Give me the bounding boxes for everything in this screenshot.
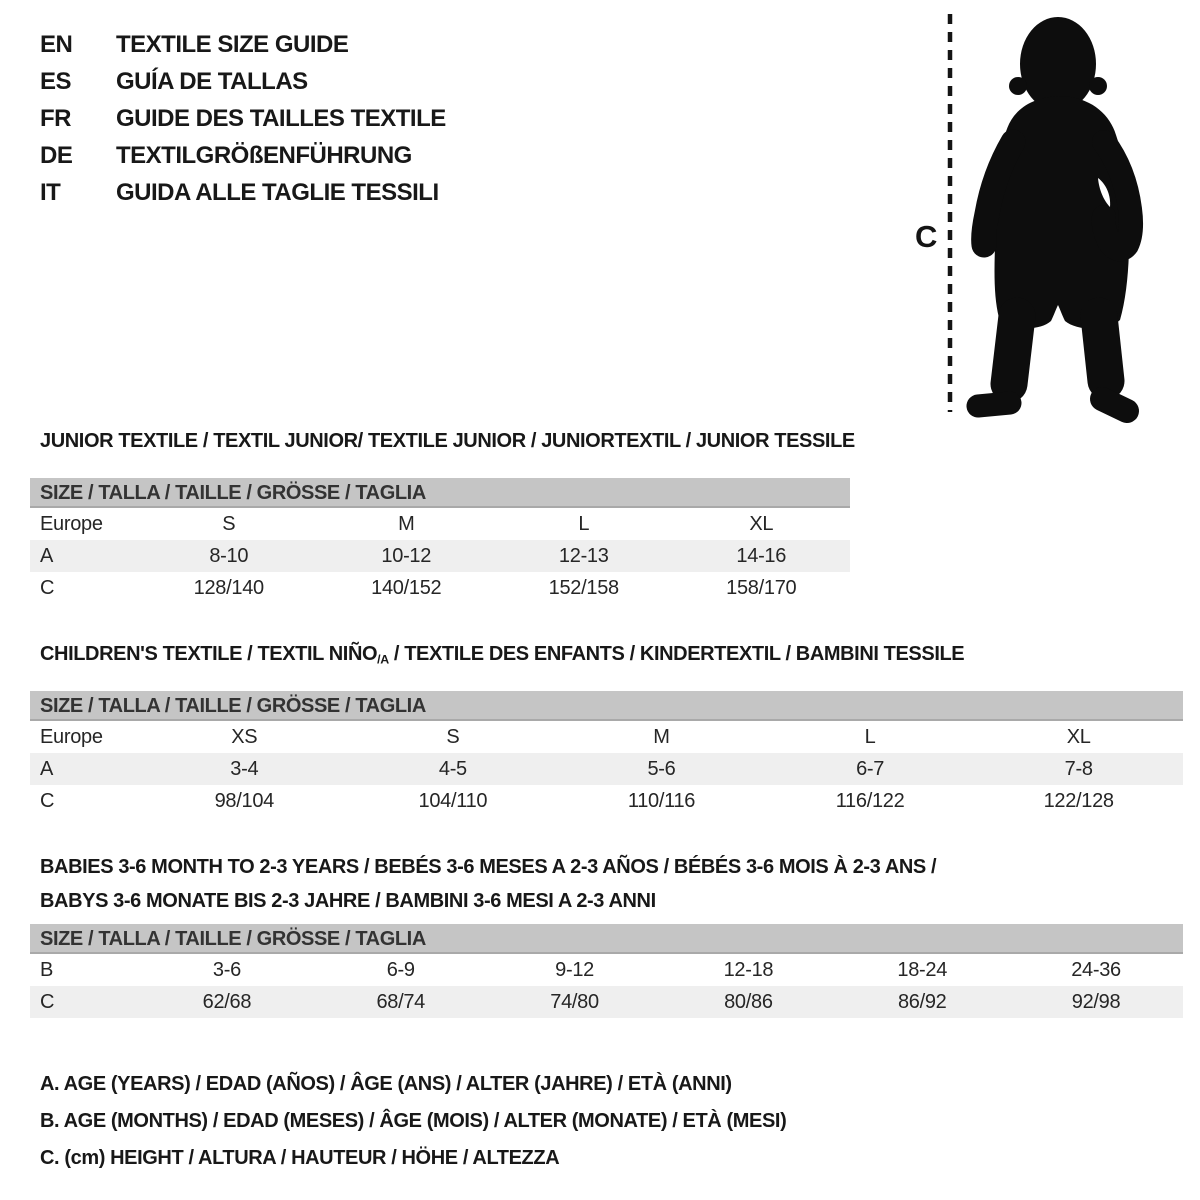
language-code: ES [40,68,72,95]
row-label: A [40,545,54,567]
language-title: GUÍA DE TALLAS [116,68,308,95]
section-title-post: / TEXTILE DES ENFANTS / KINDERTEXTIL / BAMBINI TESSILE [388,643,965,665]
language-title: TEXTILGRÖßENFÜHRUNG [116,142,412,169]
language-title-block [40,26,446,211]
table-row [30,785,1183,817]
section-junior-textile [30,430,855,604]
size-value: 9-12 [555,959,594,981]
row-label: Europe [40,513,103,535]
language-code: IT [40,179,61,206]
size-value: S [446,726,460,749]
language-title: GUIDA ALLE TAGLIE TESSILI [116,179,439,206]
row-label: C [40,577,55,599]
section-babies-textile [30,850,1183,1018]
size-value: 74/80 [550,991,599,1013]
size-value: 104/110 [418,790,488,813]
footnote-b: B. AGE (MONTHS) / EDAD (MESES) / ÂGE (MOIS) / ALTER (MONATE) / ETÀ (MESI) [40,1110,787,1132]
table-row [30,721,1183,753]
size-value: XS [231,726,258,749]
row-label: C [40,991,55,1013]
language-row [40,100,446,137]
size-value: 8-10 [209,545,249,567]
size-value: 7-8 [1064,758,1093,781]
size-value: 92/98 [1071,991,1121,1013]
size-value: 116/122 [835,790,905,813]
size-value: 3-6 [212,959,241,981]
size-value: 62/68 [202,991,252,1013]
language-row [40,26,446,63]
table-row [30,986,1183,1018]
size-value: L [578,513,590,535]
footnote-a: A. AGE (YEARS) / EDAD (AÑOS) / ÂGE (ANS) / ALTER (JAHRE) / ETÀ (ANNI) [40,1073,732,1095]
section-children-textile [30,643,1183,817]
toddler-silhouette [978,17,1131,411]
size-value: 122/128 [1043,790,1114,813]
babies-size-table [30,954,1183,1018]
size-value: 14-16 [736,545,787,567]
children-size-table [30,721,1183,817]
size-value: 68/74 [376,991,426,1013]
size-value: 12-18 [723,959,774,981]
row-label: Europe [40,726,103,749]
size-value: 4-5 [438,758,467,781]
section-title-line-2: BABYS 3-6 MONATE BIS 2-3 JAHRE / BAMBINI 3-6 MESI A 2-3 ANNI [40,890,656,912]
height-measure-label: C [915,219,938,254]
size-value: S [222,513,236,535]
section-title: JUNIOR TEXTILE / TEXTIL JUNIOR/ TEXTILE JUNIOR / JUNIORTEXTIL / JUNIOR TESSILE [40,430,855,452]
table-row [30,540,850,572]
height-figure [900,0,1200,440]
size-value: 18-24 [897,959,948,981]
size-value: 152/158 [548,577,619,599]
size-value: L [864,726,876,749]
size-value: 110/116 [627,790,696,813]
size-value: XL [749,513,774,535]
size-header-bar: SIZE / TALLA / TAILLE / GRÖSSE / TAGLIA [30,478,850,508]
size-value: 6-7 [856,758,885,781]
language-title: GUIDE DES TAILLES TEXTILE [116,105,446,132]
language-code: FR [40,105,71,132]
size-value: 10-12 [381,545,432,567]
section-title-pre: CHILDREN'S TEXTILE / TEXTIL NIÑO [40,643,378,665]
table-row [30,954,1183,986]
row-label: C [40,790,55,813]
size-value: 6-9 [386,959,415,981]
size-value: 140/152 [371,577,442,599]
size-value: 5-6 [647,758,676,781]
language-row [40,137,446,174]
section-title [40,643,1183,670]
size-value: M [653,726,670,749]
size-value: M [398,513,415,535]
size-value: 86/92 [897,991,947,1013]
size-value: 98/104 [214,790,274,813]
language-row [40,174,446,211]
size-value: 128/140 [193,577,264,599]
size-value: 158/170 [726,577,797,599]
size-value: 3-4 [230,758,259,781]
toddler-figure-svg [900,0,1200,440]
section-title-line-1: BABIES 3-6 MONTH TO 2-3 YEARS / BEBÉS 3-6 MESES A 2-3 AÑOS / BÉBÉS 3-6 MOIS À 2-3 ANS / [40,856,937,878]
section-title-sub: /A [377,652,389,667]
size-header-bar: SIZE / TALLA / TAILLE / GRÖSSE / TAGLIA [30,924,1183,954]
language-title: TEXTILE SIZE GUIDE [116,31,349,58]
table-row [30,753,1183,785]
size-header-bar: SIZE / TALLA / TAILLE / GRÖSSE / TAGLIA [30,691,1183,721]
size-value: 80/86 [724,991,773,1013]
table-row [30,572,850,604]
size-value: 12-13 [558,545,609,567]
footnote-c: C. (cm) HEIGHT / ALTURA / HAUTEUR / HÖHE / ALTEZZA [40,1147,560,1169]
row-label: A [40,758,54,781]
language-code: DE [40,142,73,169]
row-label: B [40,959,54,981]
language-row [40,63,446,100]
junior-size-table [30,508,850,604]
table-row [30,508,850,540]
size-value: XL [1066,726,1091,749]
size-value: 24-36 [1071,959,1121,981]
footnote-legend [40,1066,786,1177]
language-code: EN [40,31,73,58]
